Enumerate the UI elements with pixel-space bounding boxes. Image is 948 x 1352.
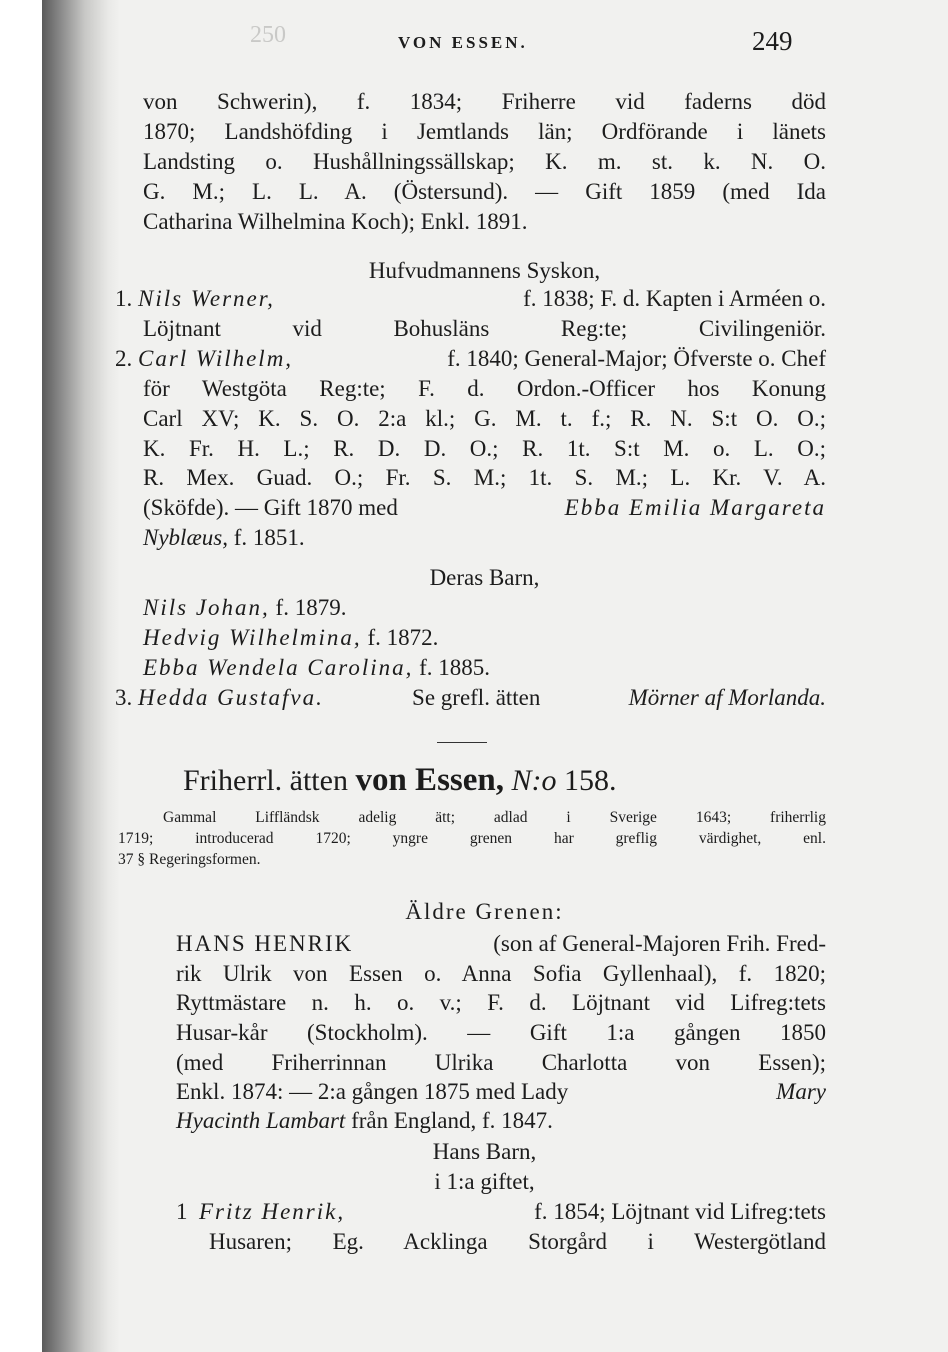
entry-line-5: Catharina Wilhelmina Koch); Enkl. 1891. [143, 209, 528, 234]
head-line-1 [176, 932, 826, 955]
child-name: Nils Johan, [143, 595, 270, 620]
head-child-details: f. 1854; Löjtnant vid Lifreg:tets [534, 1199, 826, 1224]
head-spouse-name: Hyacinth Lambart [176, 1108, 346, 1133]
child-row-2 [143, 626, 438, 649]
sibling-2-details: f. 1840; General-Major; Öfverste o. Chef [447, 346, 826, 371]
sibling-3-name: Hedda Gustafva. [138, 685, 324, 710]
sibling-2-spouse-surname: Nyblæus, [143, 525, 228, 550]
barony-desc-line-2: 1719; introducerad 1720; yngre grenen har greflig värdighet, enl. [118, 830, 826, 847]
page-number: 249 [752, 26, 793, 56]
sibling-3-house: Mörner af Morlanda. [628, 685, 826, 710]
sibling-2-line-3: Carl XV; K. S. O. 2:a kl.; G. M. t. f.; R. N. S:t O. O.; [143, 406, 826, 431]
child-born: f. 1879. [275, 595, 347, 620]
barony-number-label: N:o [511, 764, 557, 797]
sibling-3-number: 3. [115, 685, 133, 710]
barony-family-name: von Essen, [355, 762, 505, 798]
head-children-heading: Hans Barn, [432, 1139, 537, 1164]
entry-line-2: 1870; Landshöfding i Jemtlands län; Ordförande i länets [143, 119, 826, 144]
entry-line-1: von Schwerin), f. 1834; Friherre vid faderns död [143, 89, 826, 114]
head-line-4: Husar-kår (Stockholm). — Gift 1:a gången 1850 [176, 1020, 826, 1045]
head-line-6 [176, 1080, 826, 1103]
barony-number: 158. [564, 764, 617, 797]
siblings-heading: Hufvudmannens Syskon, [368, 258, 601, 283]
head-second-marriage: Enkl. 1874: — 2:a gången 1875 med Lady [176, 1079, 569, 1104]
barony-title [183, 764, 617, 797]
child-name: Ebba Wendela Carolina, [143, 655, 414, 680]
head-child-number: 1 [176, 1199, 188, 1224]
head-line-3: Ryttmästare n. h. o. v.; F. d. Löjtnant vid Lifreg:tets [176, 990, 826, 1015]
sibling-3-line [115, 686, 826, 709]
child-name: Hedvig Wilhelmina, [143, 625, 362, 650]
head-child-1-line-1 [176, 1200, 826, 1223]
sibling-1-line-2: Löjtnant vid Bohusläns Reg:te; Civilingeniör. [143, 316, 826, 341]
sibling-2-line-1 [115, 347, 826, 370]
book-spine-shadow [42, 0, 120, 1352]
bleed-through-page-number: 250 [250, 22, 286, 48]
sibling-2-line-7 [143, 526, 305, 549]
branch-heading: Äldre Grenen: [405, 899, 564, 924]
sibling-2-name: Carl Wilhelm, [138, 346, 294, 371]
sibling-2-spouse: Ebba Emilia Margareta [564, 495, 826, 520]
sibling-2-spouse-born: f. 1851. [233, 525, 305, 550]
child-row-1 [143, 596, 346, 619]
sibling-1-details: f. 1838; F. d. Kapten i Arméen o. [523, 286, 826, 311]
sibling-2-line-2: för Westgöta Reg:te; F. d. Ordon.-Officer hos Konung [143, 376, 826, 401]
head-children-subheading: i 1:a giftet, [434, 1169, 535, 1194]
head-name: HANS HENRIK [176, 931, 354, 956]
head-parentage: (son af General-Majoren Frih. Fred- [493, 931, 826, 956]
sibling-2-marriage: (Sköfde). — Gift 1870 med [143, 495, 398, 520]
entry-line-4: G. M.; L. L. A. (Östersund). — Gift 1859 (med Ida [143, 179, 826, 204]
section-divider [437, 742, 487, 743]
child-born: f. 1872. [367, 625, 439, 650]
sibling-1-name: Nils Werner, [138, 286, 275, 311]
barony-title-prefix: Friherrl. ätten [183, 764, 348, 797]
sibling-2-line-6 [143, 496, 826, 519]
sibling-3-reference: Se grefl. ätten [412, 685, 541, 710]
head-spouse-origin: från England, f. 1847. [351, 1108, 553, 1133]
barony-desc-line-1: Gammal Liffländsk adelig ätt; adlad i Sverige 1643; friherrlig [163, 809, 826, 826]
head-child-1-line-2: Husaren; Eg. Acklinga Storgård i Westergötland [209, 1229, 826, 1254]
child-born: f. 1885. [419, 655, 491, 680]
running-title: VON ESSEN. [398, 33, 528, 52]
head-line-7 [176, 1109, 553, 1132]
head-spouse-firstname: Mary [776, 1079, 826, 1104]
sibling-1-line-1 [115, 287, 826, 310]
sibling-2-number: 2. [115, 346, 133, 371]
head-child-name: Fritz Henrik, [199, 1199, 346, 1224]
sibling-1-number: 1. [115, 286, 133, 311]
sibling-2-line-4: K. Fr. H. L.; R. D. D. O.; R. 1t. S:t M. o. L. O.; [143, 436, 826, 461]
entry-line-3: Landsting o. Hushållningssällskap; K. m. st. k. N. O. [143, 149, 826, 174]
head-line-2: rik Ulrik von Essen o. Anna Sofia Gyllenhaal), f. 1820; [176, 961, 826, 986]
barony-desc-line-3: 37 § Regeringsformen. [118, 851, 261, 868]
child-row-3 [143, 656, 490, 679]
children-heading: Deras Barn, [429, 565, 540, 590]
head-line-5: (med Friherrinnan Ulrika Charlotta von Essen); [176, 1050, 826, 1075]
sibling-2-line-5: R. Mex. Guad. O.; Fr. S. M.; 1t. S. M.; L. Kr. V. A. [143, 465, 826, 490]
